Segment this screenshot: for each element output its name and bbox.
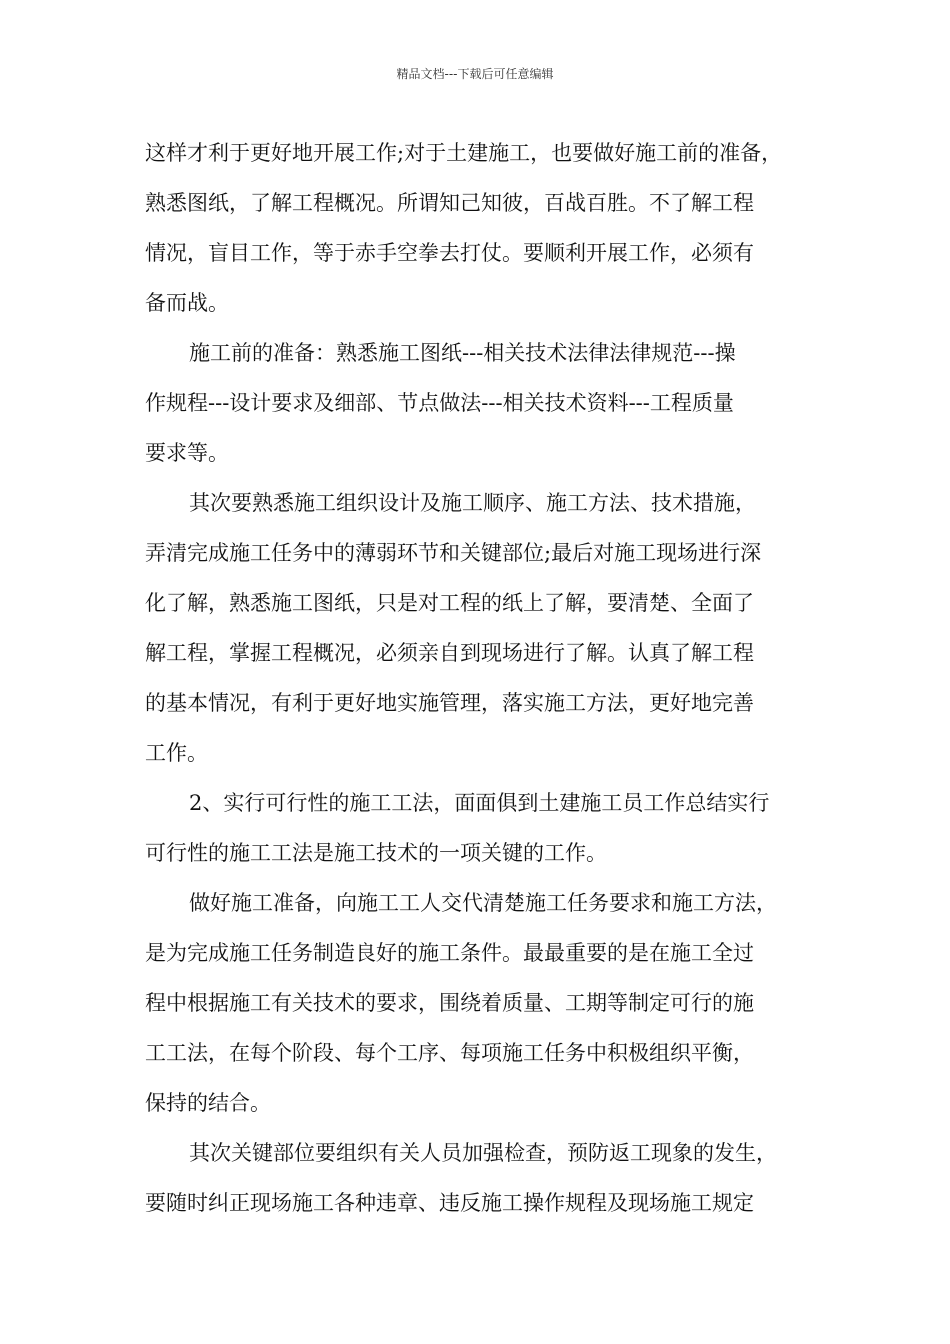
- paragraph-line: 弄清完成施工任务中的薄弱环节和关键部位;最后对施工现场进行深: [145, 541, 762, 565]
- paragraph-3: [145, 478, 815, 778]
- page-header: 精品文档---下载后可任意编辑: [396, 67, 554, 81]
- paragraph-line: 化了解，熟悉施工图纸，只是对工程的纸上了解，要清楚、全面了: [145, 591, 754, 615]
- paragraph-line: 的基本情况，有利于更好地实施管理，落实施工方法，更好地完善: [145, 691, 754, 715]
- paragraph-line: 程中根据施工有关技术的要求，围绕着质量、工期等制定可行的施: [145, 991, 754, 1015]
- paragraph-line: 可行性的施工工法是施工技术的一项关键的工作。: [145, 841, 607, 865]
- paragraph-line: 工工法，在每个阶段、每个工序、每项施工任务中积极组织平衡，: [145, 1041, 754, 1065]
- paragraph-line: 这样才利于更好地开展工作;对于土建施工，也要做好施工前的准备，: [145, 141, 783, 165]
- paragraph-5: [145, 878, 815, 1128]
- paragraph-line: 其次关键部位要组织有关人员加强检查，预防返工现象的发生，: [189, 1141, 777, 1165]
- paragraph-line: 工作。: [145, 741, 208, 765]
- paragraph-line: 解工程，掌握工程概况，必须亲自到现场进行了解。认真了解工程: [145, 641, 754, 665]
- paragraph-line: 保持的结合。: [145, 1091, 271, 1115]
- paragraph-2: [145, 328, 815, 478]
- paragraph-line: 2、实行可行性的施工工法，面面俱到土建施工员工作总结实行: [189, 791, 770, 815]
- paragraph-line: 施工前的准备：熟悉施工图纸---相关技术法律法律规范---操: [189, 341, 736, 365]
- paragraph-line: 要随时纠正现场施工各种违章、违反施工操作规程及现场施工规定: [145, 1191, 754, 1215]
- paragraph-line: 熟悉图纸，了解工程概况。所谓知己知彼，百战百胜。不了解工程: [145, 191, 754, 215]
- paragraph-line: 其次要熟悉施工组织设计及施工顺序、施工方法、技术措施，: [189, 491, 756, 515]
- paragraph-line: 备而战。: [145, 291, 229, 315]
- paragraph-4: [145, 778, 815, 878]
- document-body: [145, 128, 815, 1228]
- paragraph-line: 情况，盲目工作，等于赤手空拳去打仗。要顺利开展工作，必须有: [145, 241, 754, 265]
- paragraph-line: 要求等。: [145, 441, 229, 465]
- paragraph-1: [145, 128, 815, 328]
- paragraph-line: 做好施工准备，向施工工人交代清楚施工任务要求和施工方法，: [189, 891, 777, 915]
- paragraph-line: 是为完成施工任务制造良好的施工条件。最最重要的是在施工全过: [145, 941, 754, 965]
- paragraph-line: 作规程---设计要求及细部、节点做法---相关技术资料---工程质量: [145, 391, 734, 415]
- paragraph-6: [145, 1128, 815, 1228]
